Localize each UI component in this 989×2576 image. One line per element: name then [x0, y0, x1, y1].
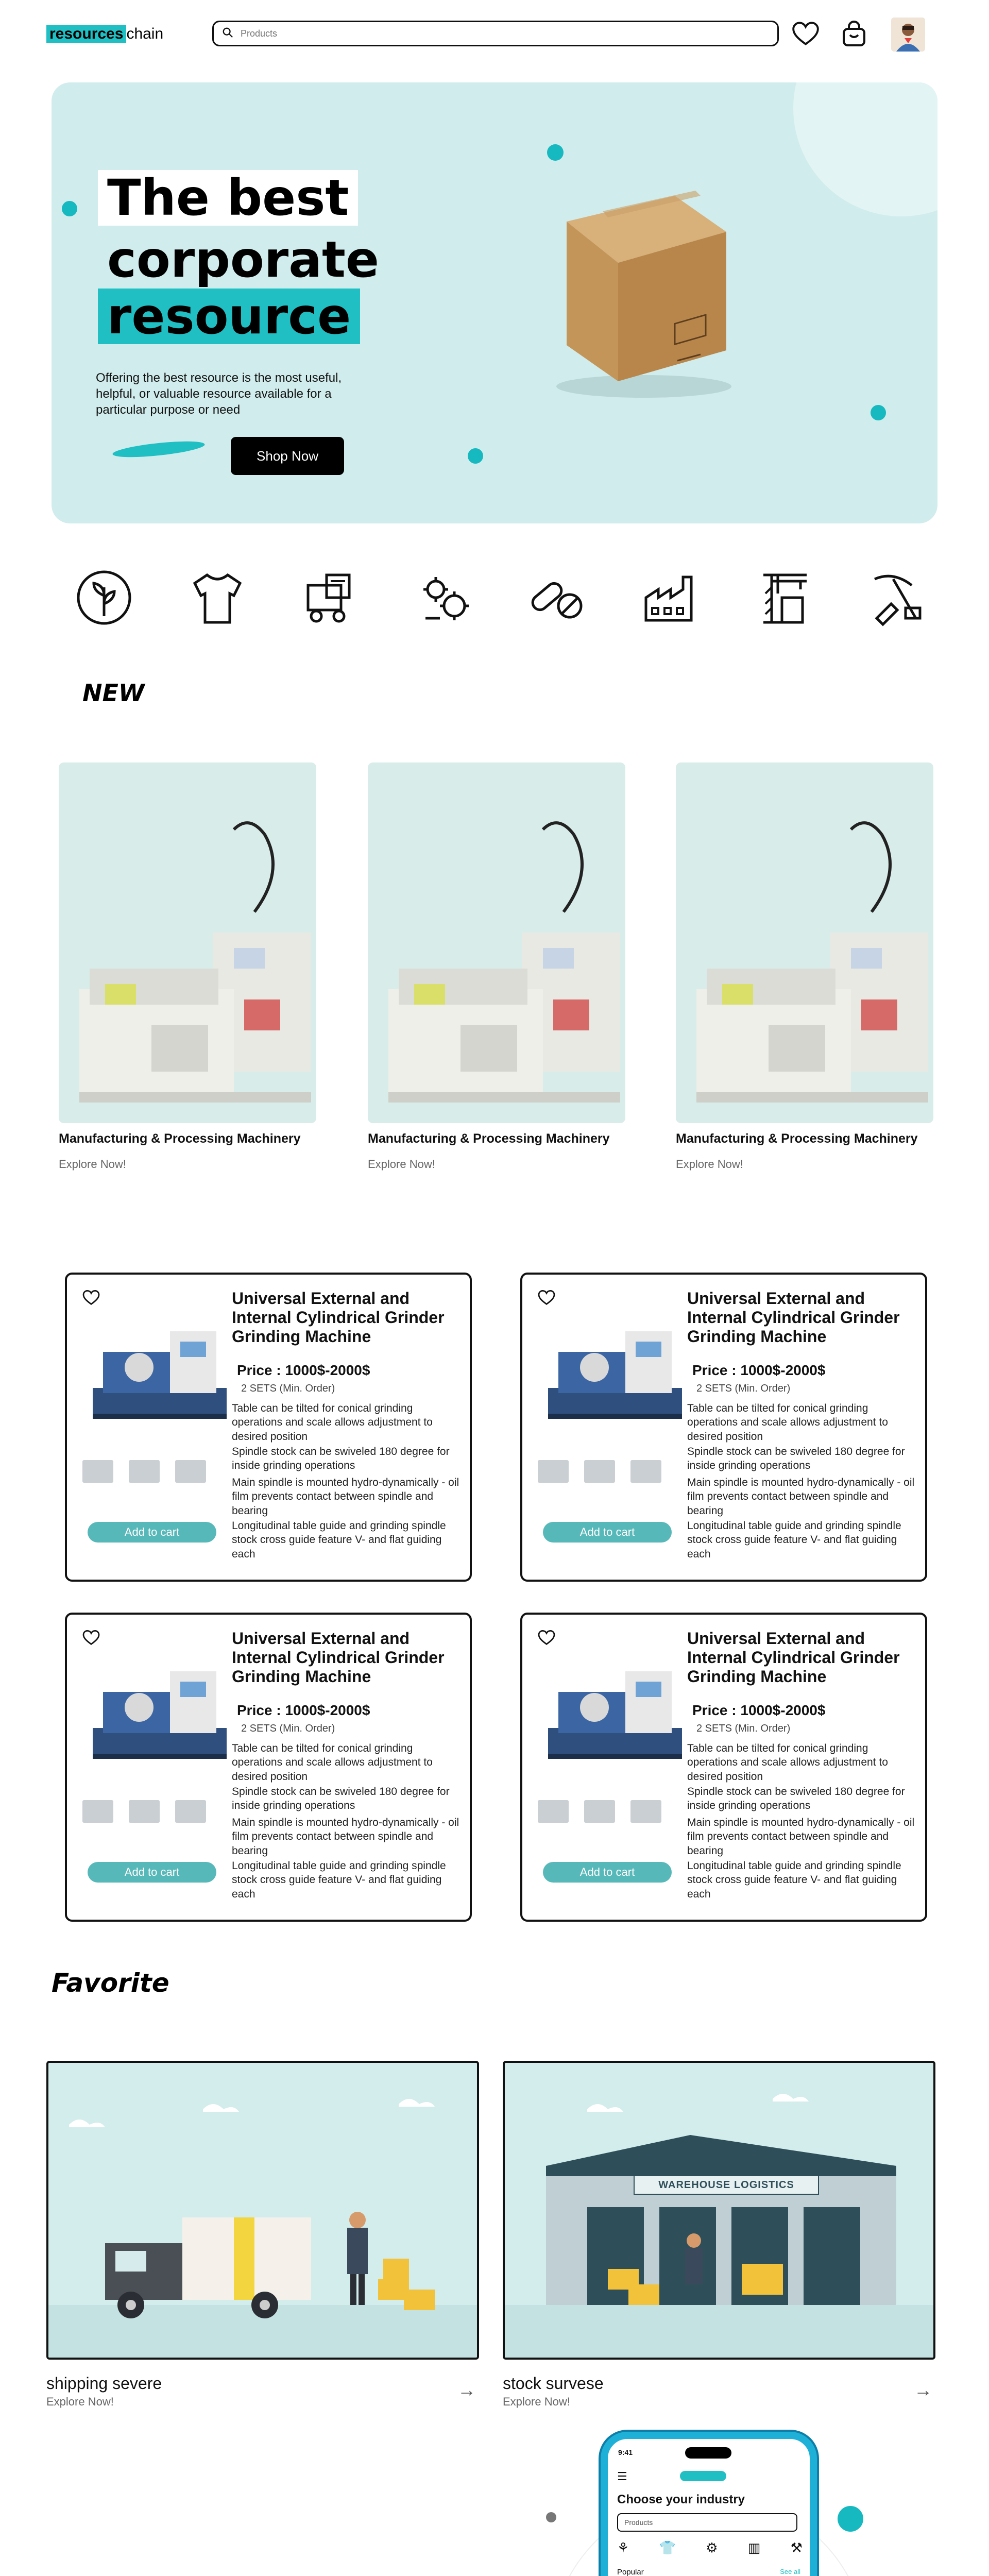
hero-decor-dot	[871, 405, 886, 420]
product-feature: Spindle stock can be swiveled 180 degree for inside grinding operations	[232, 1446, 450, 1472]
product-feature: Longitudinal table guide and grinding spindle stock cross guide feature V- and flat guiding each	[232, 1520, 446, 1560]
mining-tools-icon[interactable]	[861, 562, 933, 634]
apparel-icon[interactable]	[181, 562, 253, 634]
new-section-title: NEW	[82, 679, 145, 707]
thumbnail-row	[538, 1800, 661, 1823]
vehicle-icon[interactable]	[295, 562, 367, 634]
add-to-cart-button[interactable]: Add to cart	[543, 1522, 672, 1543]
product-feature: Longitudinal table guide and grinding spindle stock cross guide feature V- and flat guiding each	[687, 1520, 901, 1560]
decor-dot	[838, 2506, 863, 2532]
grinder-image	[82, 1311, 237, 1429]
avatar[interactable]	[891, 18, 925, 52]
machinery-image	[59, 762, 316, 1123]
product-feature: Table can be tilted for conical grinding operations and scale allows adjustment to desired position	[232, 1402, 433, 1443]
shipping-illustration	[46, 2061, 479, 2360]
phone-time: 9:41	[618, 2448, 633, 2456]
apparel-icon[interactable]: 👕	[659, 2540, 676, 2555]
hero-title-line1: The best	[98, 170, 358, 226]
heart-icon[interactable]	[538, 1290, 555, 1308]
thumbnail[interactable]	[82, 1460, 113, 1483]
grinder-image	[538, 1311, 692, 1429]
product-feature: Longitudinal table guide and grinding spindle stock cross guide feature V- and flat guiding each	[232, 1860, 446, 1900]
agriculture-icon[interactable]: ⚘	[617, 2540, 629, 2555]
thumbnail-row	[538, 1460, 661, 1483]
machinery-image	[368, 762, 625, 1123]
hero-title-line2: corporate	[107, 231, 379, 289]
add-to-cart-button[interactable]: Add to cart	[88, 1522, 216, 1543]
machinery-image	[676, 762, 933, 1123]
product-card[interactable]	[520, 1613, 927, 1922]
hero-decor-dot	[62, 201, 77, 216]
phone-notch	[685, 2447, 731, 2459]
thumbnail[interactable]	[630, 1800, 661, 1823]
phone-mockup	[601, 2432, 817, 2576]
explore-link[interactable]: Explore Now!	[46, 2395, 114, 2408]
product-title: Universal External and Internal Cylindrical Grinder Grinding Machine	[687, 1629, 900, 1686]
add-to-cart-button[interactable]: Add to cart	[88, 1862, 216, 1883]
cardboard-box-image	[546, 175, 742, 402]
product-card[interactable]	[65, 1273, 472, 1582]
product-title: Universal External and Internal Cylindrical Grinder Grinding Machine	[687, 1289, 900, 1346]
product-price: Price : 1000$-2000$	[237, 1362, 370, 1378]
explore-link[interactable]: Explore Now!	[59, 1158, 126, 1171]
thumbnail[interactable]	[538, 1460, 569, 1483]
thumbnail[interactable]	[175, 1460, 206, 1483]
hero-title-line3: resource	[98, 289, 360, 344]
product-title: Universal External and Internal Cylindrical Grinder Grinding Machine	[232, 1289, 445, 1346]
favorite-card[interactable]	[46, 2061, 479, 2409]
logo[interactable]	[46, 24, 163, 44]
favorite-card-title: shipping severe	[46, 2374, 162, 2393]
phone-search[interactable]: Products	[617, 2513, 797, 2532]
favorite-card-title: stock survese	[503, 2374, 604, 2393]
hero-decor-dot	[547, 144, 564, 161]
decor-dot	[546, 2512, 556, 2522]
machinery-gears-icon[interactable]	[408, 562, 480, 634]
hero-decor-dot	[468, 448, 483, 464]
product-feature: Main spindle is mounted hydro-dynamically - oil film prevents contact between spindle and bearing	[687, 1817, 915, 1857]
phone-logo	[680, 2471, 726, 2481]
product-title: Universal External and Internal Cylindrical Grinder Grinding Machine	[232, 1629, 445, 1686]
shopping-bag-icon[interactable]	[840, 20, 868, 48]
shop-now-button[interactable]: Shop Now	[231, 437, 344, 475]
logo-highlight: resources	[46, 25, 126, 43]
warehouse-sign: WAREHOUSE LOGISTICS	[634, 2175, 819, 2195]
factory-icon[interactable]	[635, 562, 707, 634]
phone-see-all[interactable]: See all	[780, 2568, 800, 2575]
construction-tower-icon[interactable]	[748, 562, 820, 634]
thumbnail-row	[82, 1800, 206, 1823]
thumbnail[interactable]	[129, 1460, 160, 1483]
product-feature: Table can be tilted for conical grinding operations and scale allows adjustment to desired position	[232, 1742, 433, 1783]
thumbnail-row	[82, 1460, 206, 1483]
thumbnail[interactable]	[129, 1800, 160, 1823]
thumbnail[interactable]	[175, 1800, 206, 1823]
min-order: 2 SETS (Min. Order)	[696, 1723, 791, 1734]
new-card-title: Manufacturing & Processing Machinery	[59, 1131, 301, 1146]
product-feature: Table can be tilted for conical grinding operations and scale allows adjustment to desired position	[687, 1742, 888, 1783]
product-card[interactable]	[65, 1613, 472, 1922]
favorite-card[interactable]	[503, 2061, 935, 2409]
heart-icon[interactable]	[791, 20, 820, 48]
new-card-title: Manufacturing & Processing Machinery	[368, 1131, 610, 1146]
min-order: 2 SETS (Min. Order)	[696, 1383, 791, 1394]
product-price: Price : 1000$-2000$	[237, 1702, 370, 1718]
new-product-card[interactable]	[676, 762, 933, 1171]
grinder-image	[538, 1651, 692, 1769]
search-bar	[212, 21, 779, 46]
thumbnail[interactable]	[82, 1800, 113, 1823]
arrow-right-icon[interactable]: →	[457, 2379, 476, 2400]
add-to-cart-button[interactable]: Add to cart	[543, 1862, 672, 1883]
new-card-title: Manufacturing & Processing Machinery	[676, 1131, 918, 1146]
search-input[interactable]	[241, 28, 704, 39]
hero-description: Offering the best resource is the most useful, helpful, or valuable resource available for a particular purpose or need	[96, 371, 342, 417]
heart-icon[interactable]	[538, 1630, 555, 1648]
heart-icon[interactable]	[82, 1290, 100, 1308]
tools-icon[interactable]: ⚒	[790, 2540, 803, 2555]
phone-popular: Popular	[617, 2568, 644, 2576]
category-strip	[62, 562, 937, 644]
product-price: Price : 1000$-2000$	[692, 1362, 826, 1378]
menu-icon[interactable]: ☰	[617, 2470, 627, 2483]
search-icon[interactable]	[222, 27, 233, 41]
product-price: Price : 1000$-2000$	[692, 1702, 826, 1718]
product-feature: Table can be tilted for conical grinding operations and scale allows adjustment to desired position	[687, 1402, 888, 1443]
gear-icon[interactable]: ⚙	[706, 2540, 718, 2555]
min-order: 2 SETS (Min. Order)	[241, 1723, 335, 1734]
phone-category-row	[617, 2540, 803, 2561]
agriculture-icon[interactable]	[68, 562, 140, 634]
heart-icon[interactable]	[82, 1630, 100, 1648]
thumbnail[interactable]	[538, 1800, 569, 1823]
arrow-right-icon[interactable]: →	[914, 2379, 932, 2400]
explore-link[interactable]: Explore Now!	[503, 2395, 570, 2408]
favorite-section-title: Favorite	[52, 1968, 169, 1998]
explore-link[interactable]: Explore Now!	[676, 1158, 743, 1171]
product-card[interactable]	[520, 1273, 927, 1582]
thumbnail[interactable]	[630, 1460, 661, 1483]
medical-pills-icon[interactable]	[521, 562, 593, 634]
new-product-card[interactable]	[368, 762, 625, 1171]
min-order: 2 SETS (Min. Order)	[241, 1383, 335, 1394]
explore-link[interactable]: Explore Now!	[368, 1158, 435, 1171]
hero-swoosh	[112, 438, 206, 461]
thumbnail[interactable]	[584, 1800, 615, 1823]
logo-rest: chain	[126, 25, 164, 42]
product-feature: Longitudinal table guide and grinding spindle stock cross guide feature V- and flat guiding each	[687, 1860, 901, 1900]
product-feature: Spindle stock can be swiveled 180 degree for inside grinding operations	[687, 1786, 905, 1812]
product-feature: Spindle stock can be swiveled 180 degree for inside grinding operations	[687, 1446, 905, 1472]
product-feature: Main spindle is mounted hydro-dynamically - oil film prevents contact between spindle and bearing	[232, 1817, 459, 1857]
factory-icon[interactable]: ▥	[747, 2540, 761, 2555]
phone-heading: Choose your industry	[617, 2493, 745, 2506]
hero-decor-blob	[793, 82, 937, 216]
thumbnail[interactable]	[584, 1460, 615, 1483]
header	[0, 0, 989, 67]
new-product-card[interactable]	[59, 762, 316, 1171]
warehouse-illustration	[503, 2061, 935, 2360]
grinder-image	[82, 1651, 237, 1769]
product-feature: Main spindle is mounted hydro-dynamically - oil film prevents contact between spindle and bearing	[687, 1477, 915, 1517]
product-feature: Spindle stock can be swiveled 180 degree for inside grinding operations	[232, 1786, 450, 1812]
hero-banner	[52, 82, 937, 523]
product-feature: Main spindle is mounted hydro-dynamically - oil film prevents contact between spindle and bearing	[232, 1477, 459, 1517]
